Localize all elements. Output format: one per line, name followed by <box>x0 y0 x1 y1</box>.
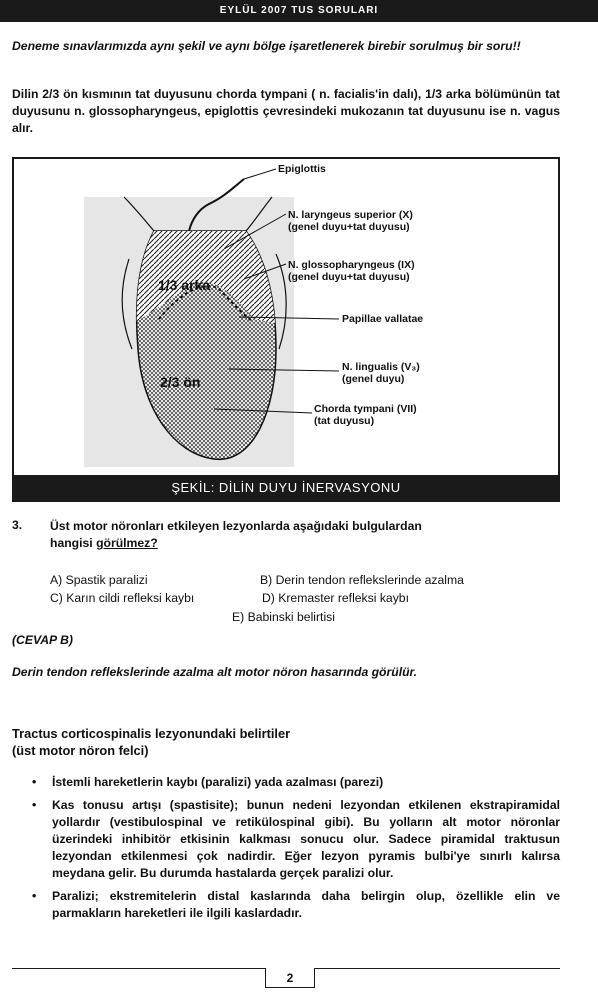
label-papillae: Papillae vallatae <box>342 313 424 325</box>
label-laryngeus <box>288 209 413 233</box>
option-e: E) Babinski belirtisi <box>232 610 335 624</box>
label-laryngeus-line2: (genel duyu+tat duyusu) <box>288 221 410 233</box>
option-a: A) Spastik paralizi <box>50 573 148 587</box>
symptom-item-1: • İstemli hareketlerin kaybı (paralizi) yada azalması (parezi) <box>30 774 560 791</box>
label-lingualis-line2: (genel duyu) <box>342 373 405 385</box>
question-text-prefix: hangisi <box>50 536 97 550</box>
label-chorda-line1: Chorda tympani (VII) <box>314 403 417 415</box>
label-lingualis <box>342 361 420 385</box>
explanation-heading <box>12 725 560 759</box>
label-lingualis-line1: N. lingualis (V₃) <box>342 361 420 373</box>
label-chorda-line2: (tat duyusu) <box>314 415 375 427</box>
figure-tongue-innervation <box>12 157 560 502</box>
label-chorda <box>314 403 417 427</box>
option-d: D) Kremaster refleksi kaybı <box>262 591 409 605</box>
question-text-line1: Üst motor nöronları etkileyen lezyonlarda aşağıdaki bulgulardan <box>50 519 422 533</box>
figure-drawing <box>14 159 558 475</box>
label-glosso-line2: (genel duyu+tat duyusu) <box>288 271 410 283</box>
symptom-item-2: • Kas tonusu artışı (spastisite); bunun nedeni lezyondan etkilenen ekstrapiramidal yollardır (vestibulospinal ve retikülospinal gibi). Bu yolların alt motor nöronlar üzerindeki inhibitör etkisinin kalkması sonucu olur. Sadece piramidal traktusun lezyondan etkilenmesi çok nadirdir. Eğer lezyon pyramis bulbi'ye sınırlı kalırsa meydana gelir. Bu durumda hastalarda gerçek paralizi olur. <box>30 797 560 882</box>
region-label-back: 1/3 arka <box>158 277 211 293</box>
answer-label: (CEVAP B) <box>12 633 73 647</box>
symptom-list <box>30 774 560 928</box>
question-text-emphasis: görülmez? <box>96 536 158 550</box>
question-text-line2 <box>50 535 560 552</box>
option-b: B) Derin tendon reflekslerinde azalma <box>260 573 464 587</box>
intro-note: Deneme sınavlarımızda aynı şekil ve aynı bölge işaretlenerek birebir sorulmuş bir soru!! <box>12 39 521 53</box>
label-epiglottis: Epiglottis <box>278 163 326 175</box>
page-number: 2 <box>265 968 315 988</box>
label-laryngeus-line1: N. laryngeus superior (X) <box>288 209 413 221</box>
symptom-item-3: • Paralizi; ekstremitelerin distal kaslarında daha belirgin olup, özellikle elin ve parmakların hareketleri ile ilgili kaslardadır. <box>30 888 560 922</box>
region-label-front: 2/3 ön <box>160 374 201 390</box>
label-glossopharyngeus <box>288 259 415 283</box>
epiglottis-leader <box>244 169 276 179</box>
tongue-diagram <box>14 159 558 475</box>
figure-caption: ŞEKİL: DİLİN DUYU İNERVASYONU <box>14 475 558 500</box>
explanation-emphasis: Derin tendon reflekslerinde azalma alt motor nöron hasarında görülür. <box>12 665 417 679</box>
option-c: C) Karın cildi refleksi kaybı <box>50 591 195 605</box>
intro-text: Dilin 2/3 ön kısmının tat duyusunu chorda tympani ( n. facialis'in dalı), 1/3 arka bölümünün tat duyusunu n. glossopharyngeus, epiglottis çevresindeki mukozanın tat duyusunu ise n. vagus alır. <box>12 87 560 135</box>
explanation-heading-line2: (üst motor nöron felci) <box>12 743 149 758</box>
page-header: EYLÜL 2007 TUS SORULARI <box>0 0 598 22</box>
explanation-heading-line1: Tractus corticospinalis lezyonundaki belirtiler <box>12 726 291 741</box>
question-text <box>50 518 560 552</box>
label-glosso-line1: N. glossopharyngeus (IX) <box>288 259 415 271</box>
question-number: 3. <box>12 518 23 532</box>
